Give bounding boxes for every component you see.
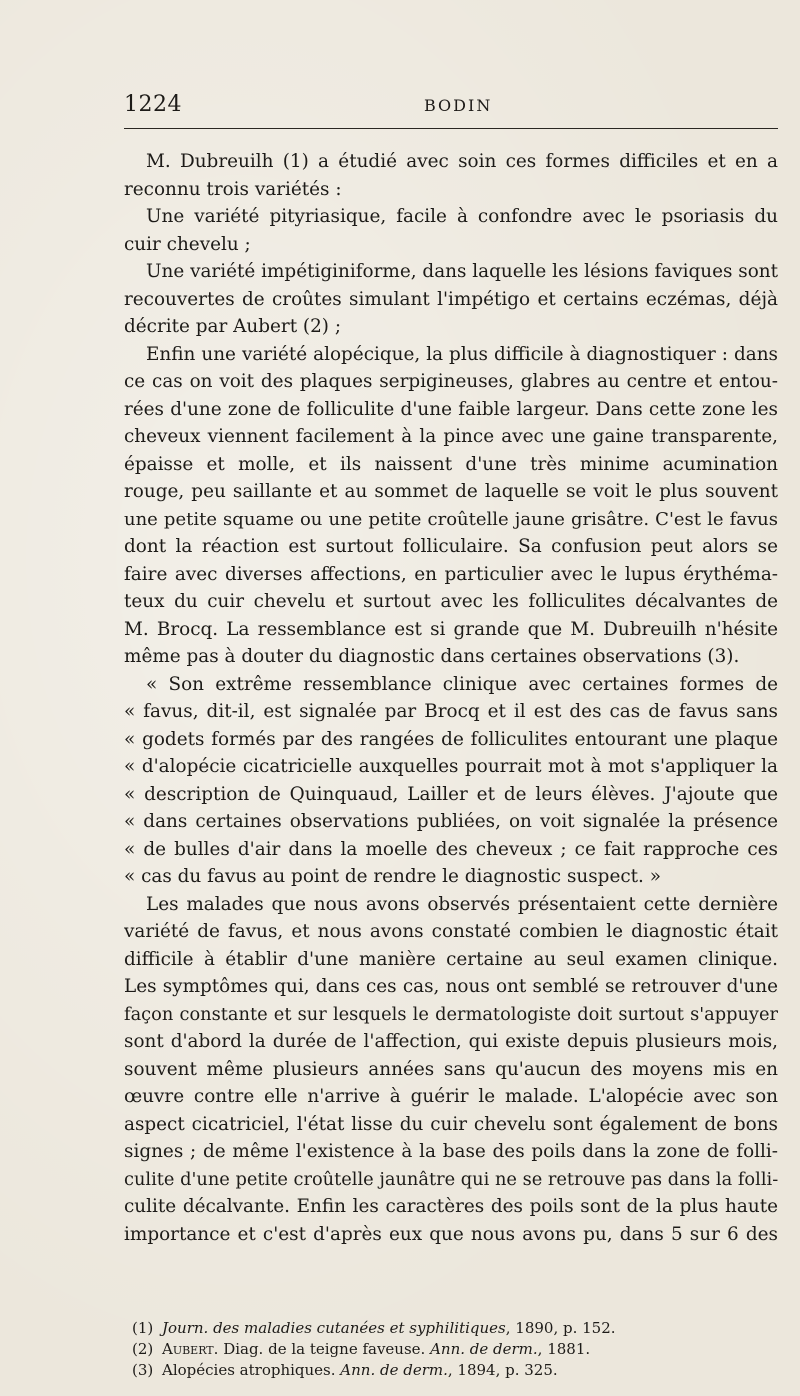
footnote-number: (2) bbox=[132, 1340, 154, 1358]
footnote-rest: , 1890, p. 152. bbox=[505, 1319, 616, 1337]
text-line: « description de Quinquaud, Lailler et de leurs élèves. J'ajoute que bbox=[124, 783, 778, 805]
text-line: reconnu trois variétés : bbox=[124, 178, 342, 200]
text-line: variété de favus, et nous avons constaté combien le diagnostic était bbox=[124, 921, 778, 942]
text-line: même pas à douter du diagnostic dans certaines observations (3). bbox=[124, 646, 740, 667]
text-line: « Son extrême ressemblance clinique avec certaines formes de bbox=[146, 673, 778, 695]
text-line: difficile à établir d'une manière certaine au seul examen clinique. bbox=[124, 948, 778, 970]
text-line: dont la réaction est surtout folliculaire. Sa confusion peut alors se bbox=[124, 536, 778, 557]
footnote-title: Journ. des maladies cutanées et syphilitiques bbox=[162, 1319, 506, 1337]
footnote-2 bbox=[132, 1339, 772, 1360]
text-line: Les symptômes qui, dans ces cas, nous ont semblé se retrouver d'une bbox=[124, 976, 778, 997]
footnote-title: Ann. de derm. bbox=[340, 1361, 448, 1379]
footnote-number: (3) bbox=[132, 1361, 154, 1379]
running-title: BODIN bbox=[424, 96, 493, 115]
footnote-pre: Alopécies atrophiques. bbox=[162, 1361, 341, 1379]
text-line: cuir chevelu ; bbox=[124, 233, 251, 255]
text-line: Une variété impétiginiforme, dans laquelle les lésions faviques sont bbox=[146, 261, 778, 282]
page-number: 1224 bbox=[124, 92, 182, 117]
text-line: signes ; de même l'existence à la base des poils dans la zone de folli- bbox=[124, 1141, 778, 1162]
footnote-number: (1) bbox=[132, 1319, 154, 1337]
body-text bbox=[124, 148, 778, 1248]
text-line: importance et c'est d'après eux que nous avons pu, dans 5 sur 6 des bbox=[124, 1223, 778, 1245]
text-line: sont d'abord la durée de l'affection, qui existe depuis plusieurs mois, bbox=[124, 1031, 778, 1052]
footnote-1 bbox=[132, 1318, 772, 1339]
footnote-title: Ann. de derm. bbox=[430, 1340, 538, 1358]
text-line: « cas du favus au point de rendre le diagnostic suspect. » bbox=[124, 866, 661, 887]
text-line: décrite par Aubert (2) ; bbox=[124, 316, 342, 337]
text-line: M. Brocq. La ressemblance est si grande que M. Dubreuilh n'hésite bbox=[124, 618, 778, 640]
running-head bbox=[124, 92, 778, 122]
text-line: culite décalvante. Enfin les caractères des poils sont de la plus haute bbox=[124, 1196, 778, 1217]
footnote-rest: , 1894, p. 325. bbox=[447, 1361, 558, 1379]
text-line: œuvre contre elle n'arrive à guérir le malade. L'alopécie avec son bbox=[124, 1086, 778, 1107]
text-line: « godets formés par des rangées de folliculites entourant une plaque bbox=[124, 728, 778, 750]
text-line: Les malades que nous avons observés présentaient cette dernière bbox=[146, 893, 778, 915]
header-rule bbox=[124, 128, 778, 129]
text-line: souvent même plusieurs années sans qu'aucun des moyens mis en bbox=[124, 1058, 778, 1080]
text-line: M. Dubreuilh (1) a étudié avec soin ces formes difficiles et en a bbox=[146, 151, 778, 172]
text-line: épaisse et molle, et ils naissent d'une très minime acumination bbox=[124, 453, 778, 475]
text-line: « dans certaines observations publiées, on voit signalée la présence bbox=[124, 811, 778, 832]
text-line: ce cas on voit des plaques serpigineuses, glabres au centre et entou- bbox=[124, 371, 778, 392]
text-line: cheveux viennent facilement à la pince avec une gaine transparente, bbox=[124, 426, 778, 447]
text-line: rouge, peu saillante et au sommet de laquelle se voit le plus souvent bbox=[124, 481, 778, 502]
footnote-pre: Diag. de la teigne faveuse. bbox=[218, 1340, 431, 1358]
text-line: Une variété pityriasique, facile à confondre avec le psoriasis du bbox=[146, 206, 778, 227]
text-line: aspect cicatriciel, l'état lisse du cuir chevelu sont également de bons bbox=[124, 1113, 778, 1135]
text-line: « favus, dit-il, est signalée par Brocq et il est des cas de favus sans bbox=[124, 701, 778, 722]
text-line: rées d'une zone de folliculite d'une faible largeur. Dans cette zone les bbox=[124, 398, 778, 420]
text-line: « d'alopécie cicatricielle auxquelles pourrait mot à mot s'appliquer la bbox=[124, 756, 778, 777]
text-line: faire avec diverses affections, en particulier avec le lupus érythéma- bbox=[124, 563, 778, 585]
footnote-rest: , 1881. bbox=[537, 1340, 591, 1358]
text-line: façon constante et sur lesquels le dermatologiste doit surtout s'appuyer bbox=[124, 1003, 778, 1025]
footnotes bbox=[132, 1318, 772, 1381]
footnote-3 bbox=[132, 1360, 772, 1381]
text-line: une petite squame ou une petite croûtelle jaune grisâtre. C'est le favus bbox=[124, 508, 778, 530]
text-line: recouvertes de croûtes simulant l'impétigo et certains eczémas, déjà bbox=[124, 288, 778, 310]
text-line: « de bulles d'air dans la moelle des cheveux ; ce fait rapproche ces bbox=[124, 838, 778, 860]
text-line: teux du cuir chevelu et surtout avec les folliculites décalvantes de bbox=[124, 591, 778, 612]
footnote-author: Aubert. bbox=[162, 1340, 219, 1358]
text-line: Enfin une variété alopécique, la plus difficile à diagnostiquer : dans bbox=[146, 343, 778, 365]
text-line: culite d'une petite croûtelle jaunâtre qui ne se retrouve pas dans la folli- bbox=[124, 1168, 778, 1190]
